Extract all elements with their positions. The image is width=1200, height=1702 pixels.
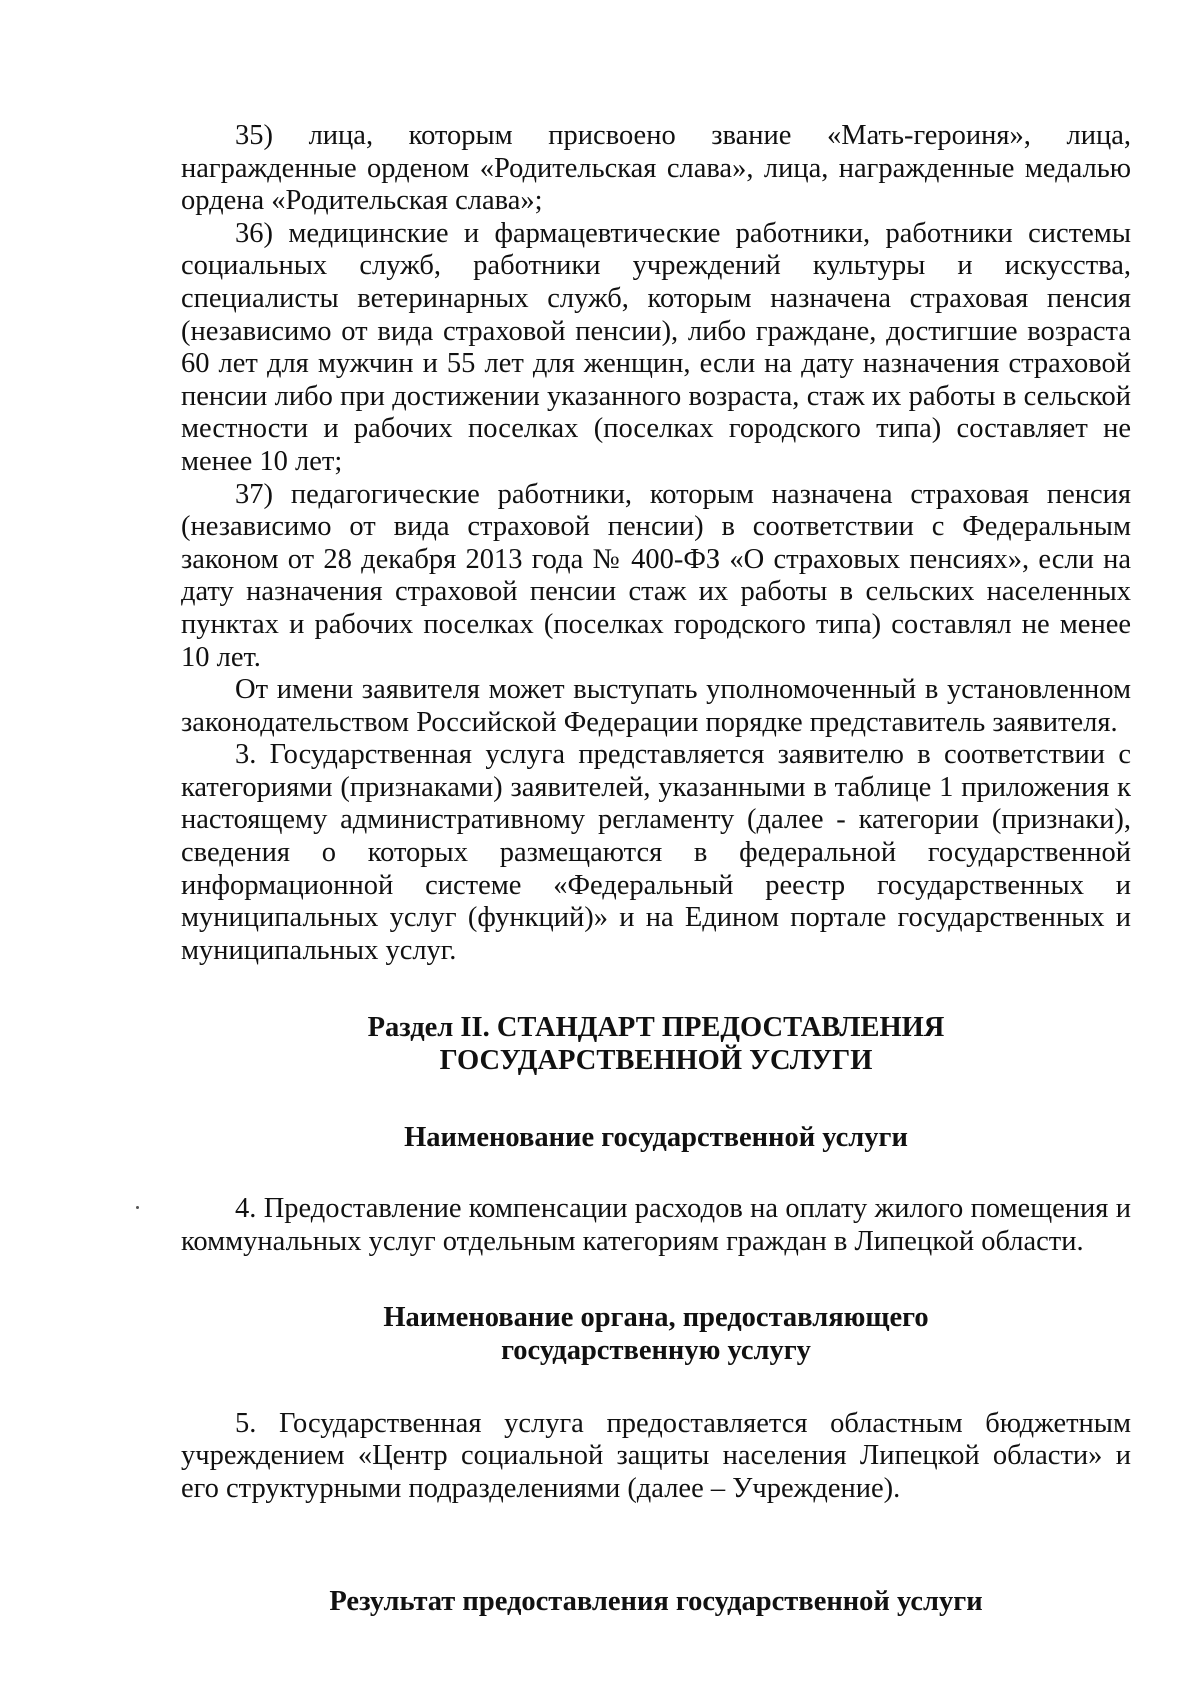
section-title-line-2: ГОСУДАРСТВЕННОЙ УСЛУГИ <box>439 1045 873 1077</box>
paragraph-item-35: 35) лица, которым присвоено звание «Мать-героиня», лица, награжденные орденом «Родительская слава», лица, награжденные медалью ордена «Родительская слава»; <box>181 120 1131 217</box>
paragraph-representative: От имени заявителя может выступать уполномоченный в установленном законодательством Российской Федерации порядке представитель заявителя. <box>181 674 1131 738</box>
heading-authority-line-1: Наименование органа, предоставляющего <box>383 1301 929 1333</box>
section-title-line-1: Раздел II. СТАНДАРТ ПРЕДОСТАВЛЕНИЯ <box>367 1012 945 1044</box>
section-title <box>181 1011 1131 1077</box>
paragraph-5: 5. Государственная услуга предоставляется областным бюджетным учреждением «Центр социальной защиты населения Липецкой области» и его структурными подразделениями (далее – Учреждение). <box>181 1407 1131 1504</box>
scan-speck <box>136 1206 139 1209</box>
paragraph-3: 3. Государственная услуга представляется заявителю в соответствии с категориями (признаками) заявителей, указанными в таблице 1 приложения к настоящему административному регламенту (далее - категории (признаки), сведения о которых размещаются в федеральной государственной информационной системе «Федеральный реестр государственных и муниципальных услуг (функций)» и на Едином портале государственных и муниципальных услуг. <box>181 739 1131 966</box>
heading-service-name: Наименование государственной услуги <box>404 1122 908 1154</box>
document-body <box>181 120 1131 1618</box>
paragraph-item-37: 37) педагогические работники, которым назначена страховая пенсия (независимо от вида страховой пенсии) в соответствии с Федеральным законом от 28 декабря 2013 года № 400-ФЗ «О страховых пенсиях», если на дату назначения страховой пенсии стаж их работы в сельских населенных пунктах и рабочих поселках (поселках городского типа) составлял не менее 10 лет. <box>181 478 1131 673</box>
heading-authority <box>181 1301 1131 1367</box>
heading-result: Результат предоставления государственной услуги <box>329 1586 983 1618</box>
paragraph-item-36: 36) медицинские и фармацевтические работники, работники системы социальных служб, работники учреждений культуры и искусства, специалисты ветеринарных служб, которым назначена страховая пенсия (независимо от вида страховой пенсии), либо граждане, достигшие возраста 60 лет для мужчин и 55 лет для женщин, если на дату назначения страховой пенсии либо при достижении указанного возраста, стаж их работы в сельской местности и рабочих поселках (поселках городского типа) составляет не менее 10 лет; <box>181 217 1131 477</box>
heading-authority-line-2: государственную услугу <box>501 1334 811 1366</box>
paragraph-4: 4. Предоставление компенсации расходов на оплату жилого помещения и коммунальных услуг отдельным категориям граждан в Липецкой области. <box>181 1193 1131 1258</box>
